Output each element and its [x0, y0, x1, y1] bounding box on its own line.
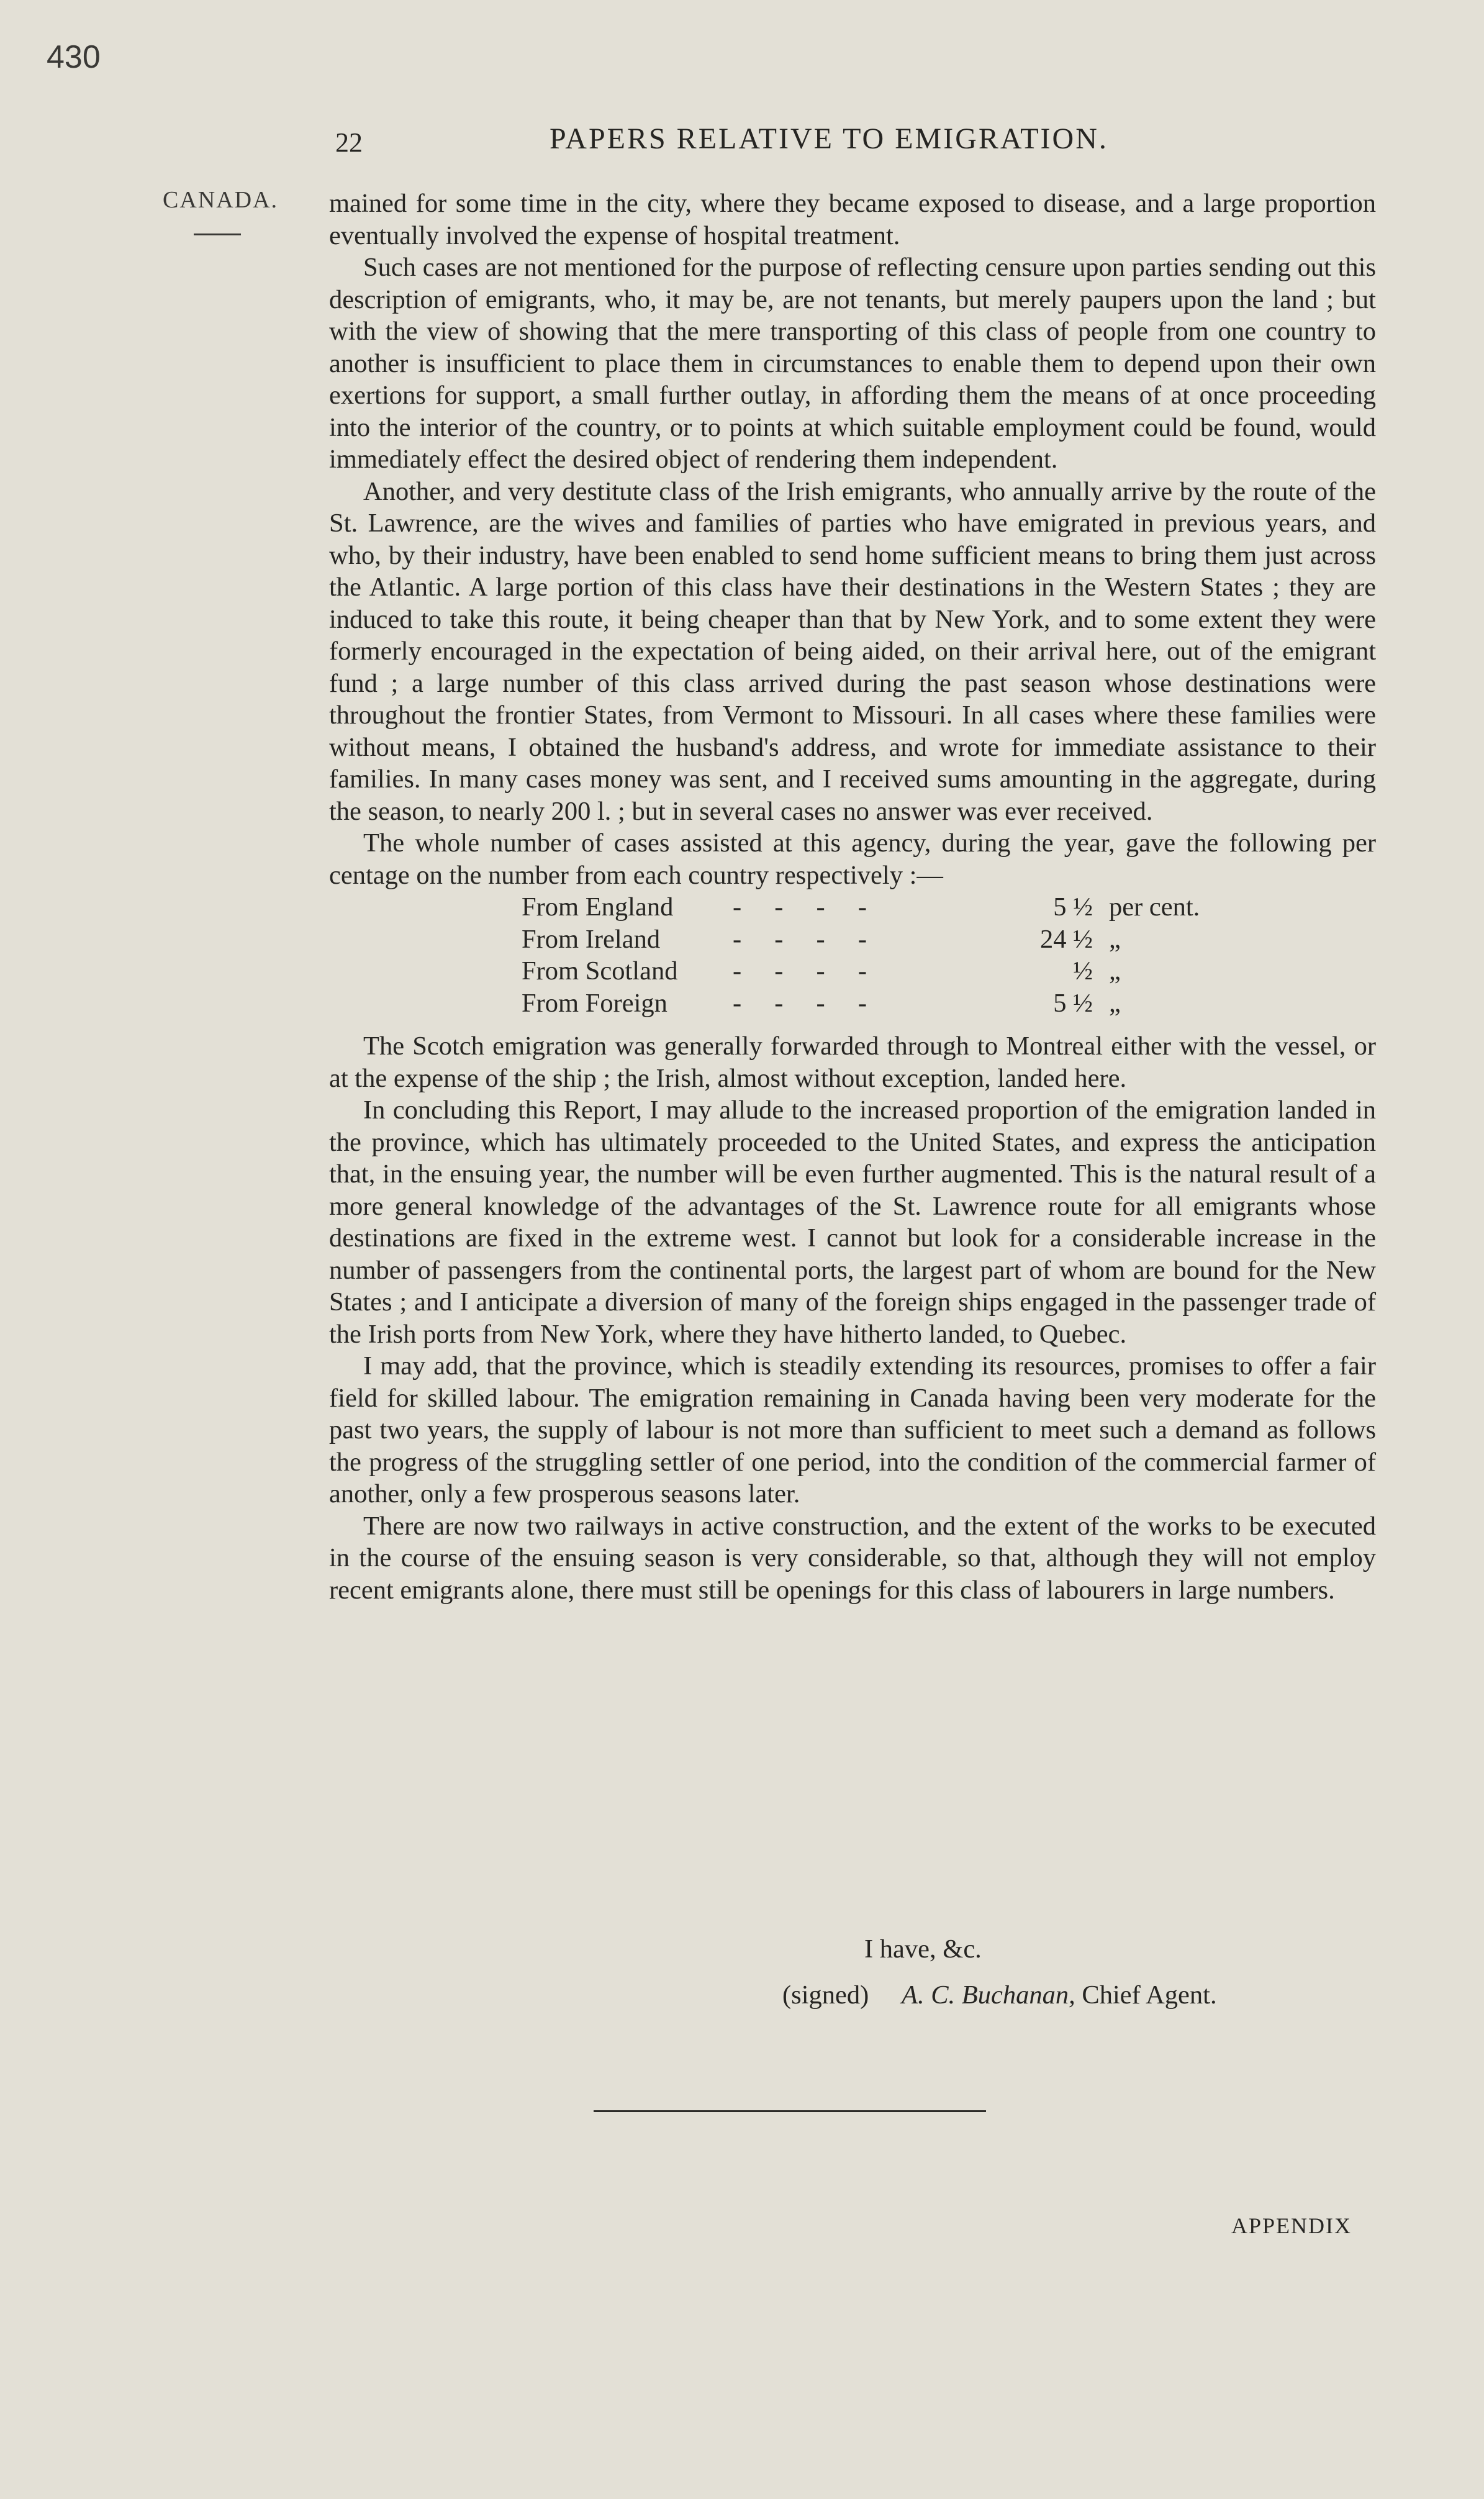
- paragraph: There are now two railways in active construction, and the extent of the works to be executed in the course of the ensuing season is very considerable, so that, although they will not employ recent emigrants alone, there must still be openings for this class of labourers in large numbers.: [329, 1511, 1376, 1605]
- signer-name: A. C. Buchanan,: [902, 1980, 1075, 2010]
- percentage-row: [522, 987, 1376, 1020]
- signature: [902, 1977, 1217, 2013]
- paragraph: Another, and very destitute class of the Irish emigrants, who annually arrive by the route of the St. Lawrence, are the wives and families of parties who have emigrated in previous years, and who, by their industry, have been enabled to send home sufficient means to bring them just across the Atlantic. A large portion of this class have their destinations in the Western States ; they are induced to take this route, it being cheaper than that by New York, and to some extent they were formerly encouraged in the expectation of being aided, on their arrival here, out of the emigrant fund ; a large number of this class arrived during the past season whose destinations were throughout the frontier States, from Vermont to Missouri. In all cases where these families were without means, I obtained the husband's address, and wrote for immediate assistance to their families. In many cases money was sent, and I received sums amounting in the aggregate, during the season, to nearly 200 l. ; but in several cases no answer was ever received.: [329, 476, 1376, 826]
- paragraph: Such cases are not mentioned for the purpose of reflecting censure upon parties sending out this description of emigrants, who, it may be, are not tenants, but merely paupers upon the land ; but with the view of showing that the mere transporting of this class of people from one country to another is insufficient to place them in circumstances to enable them to depend upon their own exertions for support, a small further outlay, in affording them the means of at once proceeding into the interior of the country, or to points at which suitable employment could be found, would immediately effect the desired object of rendering them independent.: [329, 253, 1376, 474]
- percentage-table: [329, 891, 1376, 1019]
- scan-page-number: 430: [47, 39, 101, 75]
- percentage-row: [522, 891, 1376, 923]
- paragraph: mained for some time in the city, where they became exposed to disease, and a large proportion eventually involved the expense of hospital treatment.: [329, 189, 1376, 250]
- percentage-row: [522, 923, 1376, 956]
- percentage-unit: per cent.: [1109, 892, 1200, 922]
- paragraph: In concluding this Report, I may allude to the increased proportion of the emigration landed in the province, which has ultimately proceeded to the United States, and express the anticipation that, in the ensuing year, the number will be even further augmented. This is the natural result of a more general knowledge of the advantages of the St. Lawrence route for all emigrants whose destinations are fixed in the extreme west. I cannot but look for a considerable increase in the number of passengers from the continental ports, the largest part of whom are bound for the New States ; and I anticipate a diversion of many of the foreign ships engaged in the passenger trade of the Irish ports from New York, where they have hitherto landed, to Quebec.: [329, 1095, 1376, 1349]
- signer-title: Chief Agent.: [1082, 1980, 1217, 2010]
- percentage-unit: „: [1109, 988, 1121, 1018]
- percentage-value: 5 ½: [1053, 892, 1093, 922]
- percentage-value: ½: [1073, 956, 1093, 986]
- leader-dashes: - - - -: [733, 924, 867, 954]
- country-label: From Scotland: [522, 956, 678, 986]
- percentage-row: [522, 955, 1376, 987]
- percentage-unit: „: [1109, 956, 1121, 986]
- paragraph: I may add, that the province, which is steadily extending its resources, promises to offer a fair field for skilled labour. The emigration remaining in Canada having been very moderate for the past two years, the supply of labour is not more than sufficient to meet such a demand as follows the progress of the struggling settler of one period, into the condition of the commercial farmer of another, only a few prosperous seasons later.: [329, 1351, 1376, 1508]
- percentage-unit: „: [1109, 924, 1121, 954]
- signed-label: (signed): [782, 1980, 869, 2010]
- country-label: From Foreign: [522, 988, 667, 1018]
- page-header: [335, 122, 1378, 165]
- leader-dashes: - - - -: [733, 892, 867, 922]
- margin-note-rule: [194, 234, 241, 235]
- leader-dashes: - - - -: [733, 988, 867, 1018]
- paragraph: The whole number of cases assisted at this agency, during the year, gave the following per centage on the number from each country respectively :—: [329, 828, 1376, 890]
- salutation: I have, &c.: [864, 1934, 982, 1964]
- section-divider: [594, 2110, 986, 2112]
- report-body: [329, 188, 1376, 1606]
- page-number: 22: [335, 127, 363, 158]
- paragraph: The Scotch emigration was generally forwarded through to Montreal either with the vessel, or at the expense of the ship ; the Irish, almost without exception, landed here.: [329, 1032, 1376, 1093]
- leader-dashes: - - - -: [733, 956, 867, 986]
- percentage-value: 24 ½: [1040, 924, 1093, 954]
- country-label: From Ireland: [522, 924, 661, 954]
- catchword: APPENDIX: [1231, 2213, 1352, 2238]
- country-label: From England: [522, 892, 674, 922]
- margin-note: CANADA.: [163, 187, 279, 213]
- running-title: PAPERS RELATIVE TO EMIGRATION.: [550, 122, 1108, 155]
- percentage-value: 5 ½: [1053, 988, 1093, 1018]
